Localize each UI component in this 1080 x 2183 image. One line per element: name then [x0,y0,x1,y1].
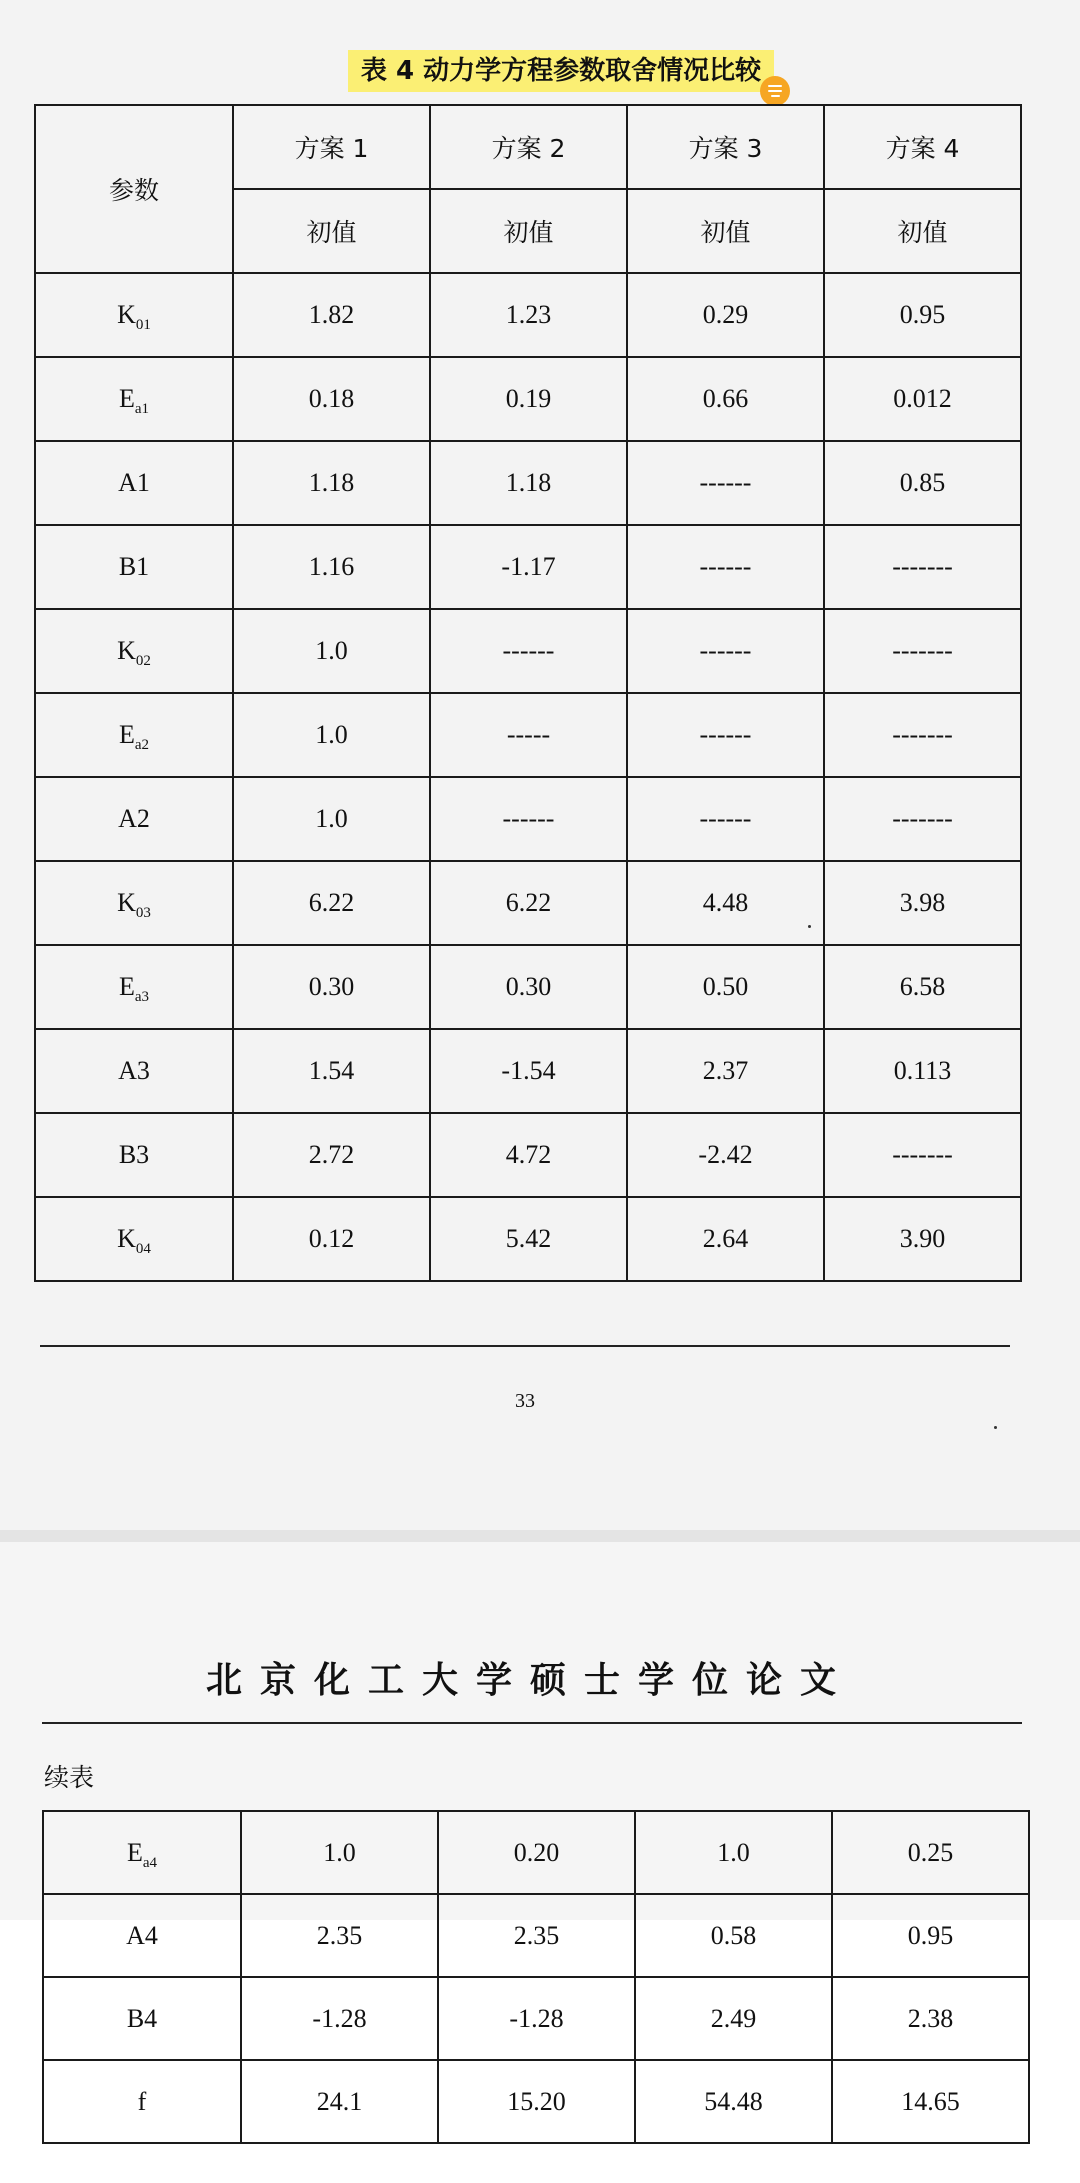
param-name-cell [35,441,233,525]
param-name-cell [35,525,233,609]
table-row [35,1029,1021,1113]
param-symbol: A4 [126,1920,158,1950]
initial-value-header-2: 初值 [430,189,627,273]
value-cell: 0.18 [233,357,430,441]
continued-table-label: 续表 [44,1763,95,1792]
param-symbol: A1 [118,468,150,497]
value-cell: 2.35 [241,1894,438,1977]
param-symbol: E [126,1837,143,1867]
value-cell: 1.0 [241,1811,438,1894]
value-cell: 3.90 [824,1197,1021,1281]
table-row [35,945,1021,1029]
value-cell: 1.54 [233,1029,430,1113]
param-symbol: B4 [126,2003,158,2033]
value-cell: ------ [627,441,824,525]
value-cell: 3.98 [824,861,1021,945]
initial-value-header-1: 初值 [233,189,430,273]
table-row [35,357,1021,441]
param-name-cell [35,861,233,945]
value-cell: ------ [627,609,824,693]
value-cell: -1.28 [241,1977,438,2060]
param-name-cell [35,1029,233,1113]
value-cell: -2.42 [627,1113,824,1197]
param-symbol: K [117,1224,136,1253]
value-cell: 0.85 [824,441,1021,525]
param-subscript: a3 [134,989,150,1005]
value-cell: -1.28 [438,1977,635,2060]
scheme-header-3: 方案 3 [627,105,824,189]
table-row [35,1113,1021,1197]
value-cell: 0.012 [824,357,1021,441]
value-cell: ------- [824,525,1021,609]
value-cell: 54.48 [635,2060,832,2143]
value-cell: 1.18 [233,441,430,525]
value-cell: ------ [627,693,824,777]
parameter-table [34,104,1022,1282]
value-cell: 6.58 [824,945,1021,1029]
value-cell: 0.25 [832,1811,1029,1894]
value-cell: 1.0 [233,777,430,861]
value-cell: 6.22 [233,861,430,945]
param-name-cell [35,693,233,777]
table-row [43,1977,1029,2060]
value-cell: 5.42 [430,1197,627,1281]
table-row [35,273,1021,357]
comment-icon[interactable] [760,76,790,106]
param-name-cell [35,357,233,441]
scan-speck [994,1426,997,1429]
param-subscript: a1 [134,401,150,417]
value-cell: 2.37 [627,1029,824,1113]
value-cell: 0.12 [233,1197,430,1281]
param-name-cell [35,273,233,357]
value-cell: ------ [430,777,627,861]
param-name-cell [35,609,233,693]
param-subscript: 02 [135,653,151,669]
table-row [35,777,1021,861]
param-subscript: a2 [134,737,150,753]
value-cell: 1.0 [635,1811,832,1894]
value-cell: 0.58 [635,1894,832,1977]
value-cell: 14.65 [832,2060,1029,2143]
value-cell: ------- [824,609,1021,693]
param-name-cell [43,1977,241,2060]
table-row [43,2060,1029,2143]
table-row [35,861,1021,945]
parameter-table-continued [42,1810,1030,2144]
param-name-cell [43,1894,241,1977]
param-symbol: f [137,2086,147,2116]
param-name-cell [43,2060,241,2143]
param-header-cell: 参数 [35,105,233,273]
header-rule [42,1722,1022,1724]
value-cell: 2.38 [832,1977,1029,2060]
parameter-table-body [35,105,1021,1281]
value-cell: 2.49 [635,1977,832,2060]
scan-speck [808,925,811,928]
param-subscript: 03 [135,905,151,921]
value-cell: 4.48 [627,861,824,945]
param-subscript: a4 [142,1854,158,1871]
param-symbol: E [118,384,135,413]
value-cell: 0.50 [627,945,824,1029]
param-name-cell [35,1113,233,1197]
value-cell: 2.72 [233,1113,430,1197]
table-row [35,693,1021,777]
value-cell: ------ [627,777,824,861]
value-cell: 6.22 [430,861,627,945]
initial-value-header-4: 初值 [824,189,1021,273]
value-cell: 0.95 [832,1894,1029,1977]
value-cell: ----- [430,693,627,777]
param-subscript: 01 [135,317,151,333]
table-row [35,441,1021,525]
param-symbol: K [117,300,136,329]
table-row [35,1197,1021,1281]
scheme-header-4: 方案 4 [824,105,1021,189]
footer-rule [40,1345,1010,1347]
param-name-cell [35,945,233,1029]
value-cell: -1.54 [430,1029,627,1113]
param-name-cell [35,777,233,861]
value-cell: 1.0 [233,693,430,777]
value-cell: ------ [627,525,824,609]
value-cell: 0.19 [430,357,627,441]
value-cell: 1.0 [233,609,430,693]
page-separator [0,1530,1080,1542]
param-symbol: K [117,888,136,917]
value-cell: 1.82 [233,273,430,357]
value-cell: 2.64 [627,1197,824,1281]
table-caption[interactable]: 表 4 动力学方程参数取舍情况比较 [348,50,774,92]
table-header-row [35,105,1021,189]
value-cell: 24.1 [241,2060,438,2143]
param-symbol: B1 [118,552,150,581]
value-cell: 1.16 [233,525,430,609]
param-symbol: A3 [118,1056,150,1085]
parameter-table-continued-body [43,1811,1029,2143]
value-cell: 1.18 [430,441,627,525]
value-cell: ------- [824,777,1021,861]
value-cell: 0.30 [430,945,627,1029]
value-cell: ------- [824,693,1021,777]
table-row [35,525,1021,609]
scheme-header-2: 方案 2 [430,105,627,189]
initial-value-header-3: 初值 [627,189,824,273]
value-cell: 0.113 [824,1029,1021,1113]
value-cell: -1.17 [430,525,627,609]
param-symbol: E [118,720,135,749]
param-symbol: B3 [118,1140,150,1169]
value-cell: ------- [824,1113,1021,1197]
value-cell: 0.20 [438,1811,635,1894]
value-cell: 1.23 [430,273,627,357]
value-cell: 0.66 [627,357,824,441]
param-symbol: A2 [118,804,150,833]
value-cell: 15.20 [438,2060,635,2143]
value-cell: 2.35 [438,1894,635,1977]
param-subscript: 04 [135,1241,151,1257]
table-row [43,1811,1029,1894]
param-name-cell [35,1197,233,1281]
param-name-cell [43,1811,241,1894]
param-symbol: K [117,636,136,665]
table-row [43,1894,1029,1977]
value-cell: 4.72 [430,1113,627,1197]
param-symbol: E [118,972,135,1001]
thesis-header-title: 北京化工大学硕士学位论文 [205,1660,854,1701]
value-cell: ------ [430,609,627,693]
scheme-header-1: 方案 1 [233,105,430,189]
value-cell: 0.95 [824,273,1021,357]
table-row [35,609,1021,693]
value-cell: 0.29 [627,273,824,357]
value-cell: 0.30 [233,945,430,1029]
page-number: 33 [515,1390,535,1412]
